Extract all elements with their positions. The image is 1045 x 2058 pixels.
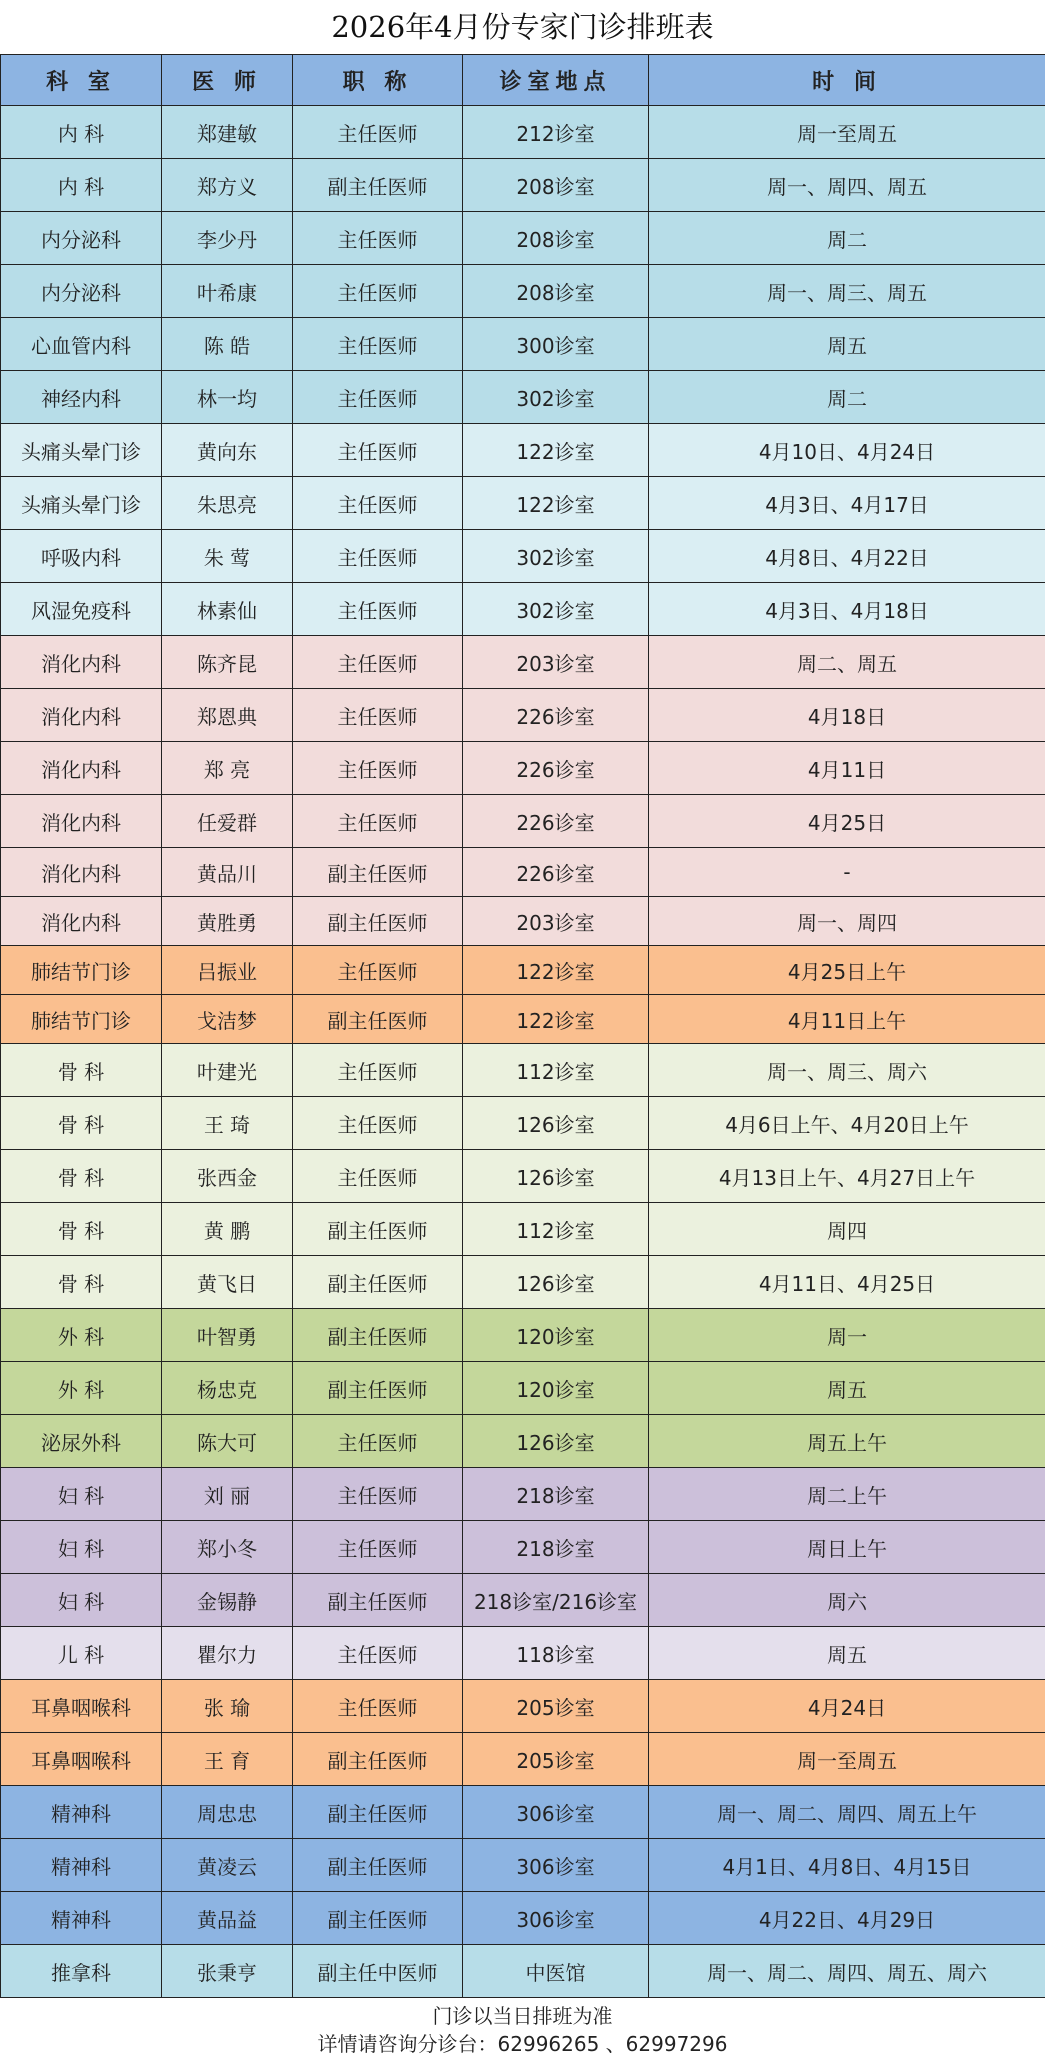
cell-dept: 骨 科 bbox=[1, 1256, 162, 1309]
cell-dept: 风湿免疫科 bbox=[1, 583, 162, 636]
cell-time: 4月3日、4月18日 bbox=[649, 583, 1045, 636]
cell-room: 306诊室 bbox=[463, 1839, 649, 1892]
cell-rank: 副主任医师 bbox=[293, 1203, 463, 1256]
cell-room: 122诊室 bbox=[463, 995, 649, 1044]
cell-time: 4月25日上午 bbox=[649, 946, 1045, 995]
cell-room: 126诊室 bbox=[463, 1097, 649, 1150]
cell-dept: 肺结节门诊 bbox=[1, 946, 162, 995]
cell-doctor: 陈大可 bbox=[162, 1415, 293, 1468]
table-row bbox=[1, 159, 1045, 212]
cell-dept: 内 科 bbox=[1, 106, 162, 159]
footer-contact: 详情请咨询分诊台：62996265 、62997296 bbox=[0, 2030, 1045, 2058]
cell-rank: 主任医师 bbox=[293, 477, 463, 530]
cell-time: 4月6日上午、4月20日上午 bbox=[649, 1097, 1045, 1150]
cell-time: 周五 bbox=[649, 318, 1045, 371]
cell-rank: 副主任中医师 bbox=[293, 1945, 463, 1998]
cell-doctor: 郑方义 bbox=[162, 159, 293, 212]
cell-room: 112诊室 bbox=[463, 1203, 649, 1256]
cell-rank: 主任医师 bbox=[293, 106, 463, 159]
cell-room: 226诊室 bbox=[463, 742, 649, 795]
cell-room: 302诊室 bbox=[463, 530, 649, 583]
cell-time: 4月1日、4月8日、4月15日 bbox=[649, 1839, 1045, 1892]
cell-rank: 主任医师 bbox=[293, 1415, 463, 1468]
cell-rank: 主任医师 bbox=[293, 1680, 463, 1733]
table-row bbox=[1, 1097, 1045, 1150]
table-row bbox=[1, 742, 1045, 795]
cell-room: 126诊室 bbox=[463, 1150, 649, 1203]
cell-dept: 精神科 bbox=[1, 1786, 162, 1839]
cell-time: - bbox=[649, 848, 1045, 897]
cell-doctor: 周忠忠 bbox=[162, 1786, 293, 1839]
cell-dept: 骨 科 bbox=[1, 1203, 162, 1256]
table-row bbox=[1, 212, 1045, 265]
table-row bbox=[1, 1680, 1045, 1733]
cell-time: 4月3日、4月17日 bbox=[649, 477, 1045, 530]
cell-rank: 主任医师 bbox=[293, 1044, 463, 1097]
cell-room: 218诊室/216诊室 bbox=[463, 1574, 649, 1627]
cell-time: 周二 bbox=[649, 212, 1045, 265]
cell-rank: 主任医师 bbox=[293, 636, 463, 689]
cell-time: 周五 bbox=[649, 1627, 1045, 1680]
table-row bbox=[1, 995, 1045, 1044]
cell-dept: 内分泌科 bbox=[1, 265, 162, 318]
cell-rank: 主任医师 bbox=[293, 1150, 463, 1203]
table-row bbox=[1, 1150, 1045, 1203]
cell-time: 4月13日上午、4月27日上午 bbox=[649, 1150, 1045, 1203]
table-row bbox=[1, 1839, 1045, 1892]
cell-doctor: 金锡静 bbox=[162, 1574, 293, 1627]
cell-dept: 消化内科 bbox=[1, 848, 162, 897]
table-row bbox=[1, 1309, 1045, 1362]
cell-room: 212诊室 bbox=[463, 106, 649, 159]
cell-rank: 主任医师 bbox=[293, 424, 463, 477]
cell-doctor: 王 育 bbox=[162, 1733, 293, 1786]
cell-room: 126诊室 bbox=[463, 1415, 649, 1468]
cell-time: 周一、周三、周五 bbox=[649, 265, 1045, 318]
table-row bbox=[1, 1786, 1045, 1839]
cell-doctor: 黄凌云 bbox=[162, 1839, 293, 1892]
cell-dept: 骨 科 bbox=[1, 1044, 162, 1097]
cell-dept: 消化内科 bbox=[1, 897, 162, 946]
table-row bbox=[1, 1945, 1045, 1998]
cell-doctor: 吕振业 bbox=[162, 946, 293, 995]
cell-room: 120诊室 bbox=[463, 1309, 649, 1362]
cell-doctor: 叶希康 bbox=[162, 265, 293, 318]
table-row bbox=[1, 1362, 1045, 1415]
table-row bbox=[1, 530, 1045, 583]
cell-room: 302诊室 bbox=[463, 583, 649, 636]
cell-room: 122诊室 bbox=[463, 424, 649, 477]
cell-doctor: 黄品川 bbox=[162, 848, 293, 897]
cell-room: 203诊室 bbox=[463, 636, 649, 689]
table-row bbox=[1, 1415, 1045, 1468]
table-row bbox=[1, 318, 1045, 371]
cell-doctor: 陈 皓 bbox=[162, 318, 293, 371]
cell-room: 122诊室 bbox=[463, 477, 649, 530]
cell-rank: 主任医师 bbox=[293, 1468, 463, 1521]
cell-room: 205诊室 bbox=[463, 1680, 649, 1733]
cell-rank: 主任医师 bbox=[293, 946, 463, 995]
table-row bbox=[1, 636, 1045, 689]
cell-room: 112诊室 bbox=[463, 1044, 649, 1097]
cell-room: 300诊室 bbox=[463, 318, 649, 371]
cell-time: 周六 bbox=[649, 1574, 1045, 1627]
cell-doctor: 朱 莺 bbox=[162, 530, 293, 583]
cell-dept: 耳鼻咽喉科 bbox=[1, 1733, 162, 1786]
cell-dept: 耳鼻咽喉科 bbox=[1, 1680, 162, 1733]
table-row bbox=[1, 106, 1045, 159]
cell-doctor: 林素仙 bbox=[162, 583, 293, 636]
cell-room: 208诊室 bbox=[463, 159, 649, 212]
cell-dept: 消化内科 bbox=[1, 795, 162, 848]
table-row bbox=[1, 1574, 1045, 1627]
cell-rank: 主任医师 bbox=[293, 689, 463, 742]
table-row bbox=[1, 424, 1045, 477]
cell-rank: 副主任医师 bbox=[293, 1362, 463, 1415]
table-body bbox=[1, 106, 1045, 1998]
table-row bbox=[1, 1256, 1045, 1309]
cell-dept: 外 科 bbox=[1, 1362, 162, 1415]
table-row bbox=[1, 1627, 1045, 1680]
cell-doctor: 张 瑜 bbox=[162, 1680, 293, 1733]
table-row bbox=[1, 1521, 1045, 1574]
cell-time: 4月11日、4月25日 bbox=[649, 1256, 1045, 1309]
cell-doctor: 刘 丽 bbox=[162, 1468, 293, 1521]
cell-room: 218诊室 bbox=[463, 1468, 649, 1521]
cell-doctor: 黄 鹏 bbox=[162, 1203, 293, 1256]
cell-room: 226诊室 bbox=[463, 848, 649, 897]
cell-time: 周一、周四、周五 bbox=[649, 159, 1045, 212]
cell-rank: 副主任医师 bbox=[293, 995, 463, 1044]
cell-time: 周四 bbox=[649, 1203, 1045, 1256]
cell-rank: 主任医师 bbox=[293, 583, 463, 636]
cell-doctor: 任爱群 bbox=[162, 795, 293, 848]
cell-dept: 泌尿外科 bbox=[1, 1415, 162, 1468]
cell-time: 周二、周五 bbox=[649, 636, 1045, 689]
header-doctor: 医 师 bbox=[162, 55, 293, 106]
cell-dept: 推拿科 bbox=[1, 1945, 162, 1998]
cell-dept: 内 科 bbox=[1, 159, 162, 212]
cell-rank: 主任医师 bbox=[293, 318, 463, 371]
cell-rank: 副主任医师 bbox=[293, 897, 463, 946]
header-time: 时 间 bbox=[649, 55, 1045, 106]
cell-rank: 主任医师 bbox=[293, 742, 463, 795]
cell-rank: 副主任医师 bbox=[293, 1309, 463, 1362]
cell-dept: 头痛头晕门诊 bbox=[1, 477, 162, 530]
table-row bbox=[1, 1892, 1045, 1945]
cell-dept: 呼吸内科 bbox=[1, 530, 162, 583]
cell-room: 120诊室 bbox=[463, 1362, 649, 1415]
cell-doctor: 叶智勇 bbox=[162, 1309, 293, 1362]
footer-note: 门诊以当日排班为准 bbox=[0, 2002, 1045, 2030]
cell-time: 4月11日 bbox=[649, 742, 1045, 795]
cell-dept: 神经内科 bbox=[1, 371, 162, 424]
cell-time: 周二 bbox=[649, 371, 1045, 424]
cell-time: 4月18日 bbox=[649, 689, 1045, 742]
cell-doctor: 杨忠克 bbox=[162, 1362, 293, 1415]
cell-doctor: 黄飞日 bbox=[162, 1256, 293, 1309]
cell-room: 306诊室 bbox=[463, 1892, 649, 1945]
cell-room: 302诊室 bbox=[463, 371, 649, 424]
cell-time: 周一至周五 bbox=[649, 106, 1045, 159]
cell-time: 周一 bbox=[649, 1309, 1045, 1362]
cell-doctor: 林一均 bbox=[162, 371, 293, 424]
cell-doctor: 叶建光 bbox=[162, 1044, 293, 1097]
cell-doctor: 陈齐昆 bbox=[162, 636, 293, 689]
cell-doctor: 瞿尔力 bbox=[162, 1627, 293, 1680]
cell-doctor: 郑恩典 bbox=[162, 689, 293, 742]
footer bbox=[0, 1998, 1045, 2058]
cell-doctor: 黄品益 bbox=[162, 1892, 293, 1945]
cell-rank: 副主任医师 bbox=[293, 1574, 463, 1627]
cell-room: 226诊室 bbox=[463, 795, 649, 848]
table-row bbox=[1, 1044, 1045, 1097]
cell-room: 118诊室 bbox=[463, 1627, 649, 1680]
cell-rank: 主任医师 bbox=[293, 530, 463, 583]
cell-time: 4月10日、4月24日 bbox=[649, 424, 1045, 477]
cell-rank: 主任医师 bbox=[293, 1097, 463, 1150]
cell-rank: 副主任医师 bbox=[293, 1733, 463, 1786]
cell-time: 周五 bbox=[649, 1362, 1045, 1415]
header-rank: 职 称 bbox=[293, 55, 463, 106]
cell-dept: 心血管内科 bbox=[1, 318, 162, 371]
table-row bbox=[1, 1203, 1045, 1256]
cell-rank: 主任医师 bbox=[293, 1627, 463, 1680]
cell-rank: 副主任医师 bbox=[293, 848, 463, 897]
cell-rank: 主任医师 bbox=[293, 795, 463, 848]
table-row bbox=[1, 946, 1045, 995]
cell-time: 周二上午 bbox=[649, 1468, 1045, 1521]
table-row bbox=[1, 1468, 1045, 1521]
cell-rank: 副主任医师 bbox=[293, 1892, 463, 1945]
cell-time: 4月11日上午 bbox=[649, 995, 1045, 1044]
table-row bbox=[1, 583, 1045, 636]
cell-room: 208诊室 bbox=[463, 265, 649, 318]
cell-rank: 副主任医师 bbox=[293, 159, 463, 212]
cell-room: 226诊室 bbox=[463, 689, 649, 742]
cell-time: 周一、周三、周六 bbox=[649, 1044, 1045, 1097]
cell-dept: 妇 科 bbox=[1, 1521, 162, 1574]
cell-dept: 消化内科 bbox=[1, 742, 162, 795]
cell-time: 4月24日 bbox=[649, 1680, 1045, 1733]
cell-time: 周一、周四 bbox=[649, 897, 1045, 946]
cell-time: 周日上午 bbox=[649, 1521, 1045, 1574]
header-dept: 科 室 bbox=[1, 55, 162, 106]
cell-room: 218诊室 bbox=[463, 1521, 649, 1574]
cell-dept: 骨 科 bbox=[1, 1150, 162, 1203]
cell-doctor: 郑 亮 bbox=[162, 742, 293, 795]
cell-time: 周一至周五 bbox=[649, 1733, 1045, 1786]
cell-doctor: 戈洁梦 bbox=[162, 995, 293, 1044]
cell-room: 205诊室 bbox=[463, 1733, 649, 1786]
cell-room: 122诊室 bbox=[463, 946, 649, 995]
cell-dept: 头痛头晕门诊 bbox=[1, 424, 162, 477]
cell-time: 周五上午 bbox=[649, 1415, 1045, 1468]
cell-time: 4月8日、4月22日 bbox=[649, 530, 1045, 583]
cell-doctor: 郑建敏 bbox=[162, 106, 293, 159]
cell-dept: 肺结节门诊 bbox=[1, 995, 162, 1044]
schedule-table bbox=[0, 54, 1045, 1998]
table-row bbox=[1, 795, 1045, 848]
table-header-row bbox=[1, 55, 1045, 106]
page-title: 2026年4月份专家门诊排班表 bbox=[0, 0, 1045, 54]
cell-dept: 消化内科 bbox=[1, 689, 162, 742]
table-row bbox=[1, 897, 1045, 946]
cell-rank: 副主任医师 bbox=[293, 1256, 463, 1309]
header-room: 诊室地点 bbox=[463, 55, 649, 106]
cell-dept: 妇 科 bbox=[1, 1574, 162, 1627]
cell-room: 126诊室 bbox=[463, 1256, 649, 1309]
cell-dept: 骨 科 bbox=[1, 1097, 162, 1150]
cell-dept: 外 科 bbox=[1, 1309, 162, 1362]
cell-time: 4月22日、4月29日 bbox=[649, 1892, 1045, 1945]
cell-time: 4月25日 bbox=[649, 795, 1045, 848]
cell-time: 周一、周二、周四、周五、周六 bbox=[649, 1945, 1045, 1998]
cell-room: 203诊室 bbox=[463, 897, 649, 946]
cell-dept: 精神科 bbox=[1, 1839, 162, 1892]
table-row bbox=[1, 477, 1045, 530]
cell-dept: 儿 科 bbox=[1, 1627, 162, 1680]
cell-doctor: 张秉亨 bbox=[162, 1945, 293, 1998]
cell-room: 306诊室 bbox=[463, 1786, 649, 1839]
cell-rank: 副主任医师 bbox=[293, 1839, 463, 1892]
table-row bbox=[1, 689, 1045, 742]
table-row bbox=[1, 265, 1045, 318]
cell-doctor: 朱思亮 bbox=[162, 477, 293, 530]
cell-rank: 副主任医师 bbox=[293, 1786, 463, 1839]
cell-dept: 精神科 bbox=[1, 1892, 162, 1945]
cell-doctor: 郑小冬 bbox=[162, 1521, 293, 1574]
cell-doctor: 李少丹 bbox=[162, 212, 293, 265]
cell-dept: 内分泌科 bbox=[1, 212, 162, 265]
cell-rank: 主任医师 bbox=[293, 1521, 463, 1574]
cell-room: 208诊室 bbox=[463, 212, 649, 265]
cell-time: 周一、周二、周四、周五上午 bbox=[649, 1786, 1045, 1839]
cell-rank: 主任医师 bbox=[293, 371, 463, 424]
cell-doctor: 王 琦 bbox=[162, 1097, 293, 1150]
table-row bbox=[1, 1733, 1045, 1786]
cell-room: 中医馆 bbox=[463, 1945, 649, 1998]
cell-rank: 主任医师 bbox=[293, 212, 463, 265]
cell-doctor: 黄向东 bbox=[162, 424, 293, 477]
cell-rank: 主任医师 bbox=[293, 265, 463, 318]
cell-doctor: 黄胜勇 bbox=[162, 897, 293, 946]
cell-dept: 消化内科 bbox=[1, 636, 162, 689]
cell-doctor: 张西金 bbox=[162, 1150, 293, 1203]
table-row bbox=[1, 848, 1045, 897]
cell-dept: 妇 科 bbox=[1, 1468, 162, 1521]
table-row bbox=[1, 371, 1045, 424]
